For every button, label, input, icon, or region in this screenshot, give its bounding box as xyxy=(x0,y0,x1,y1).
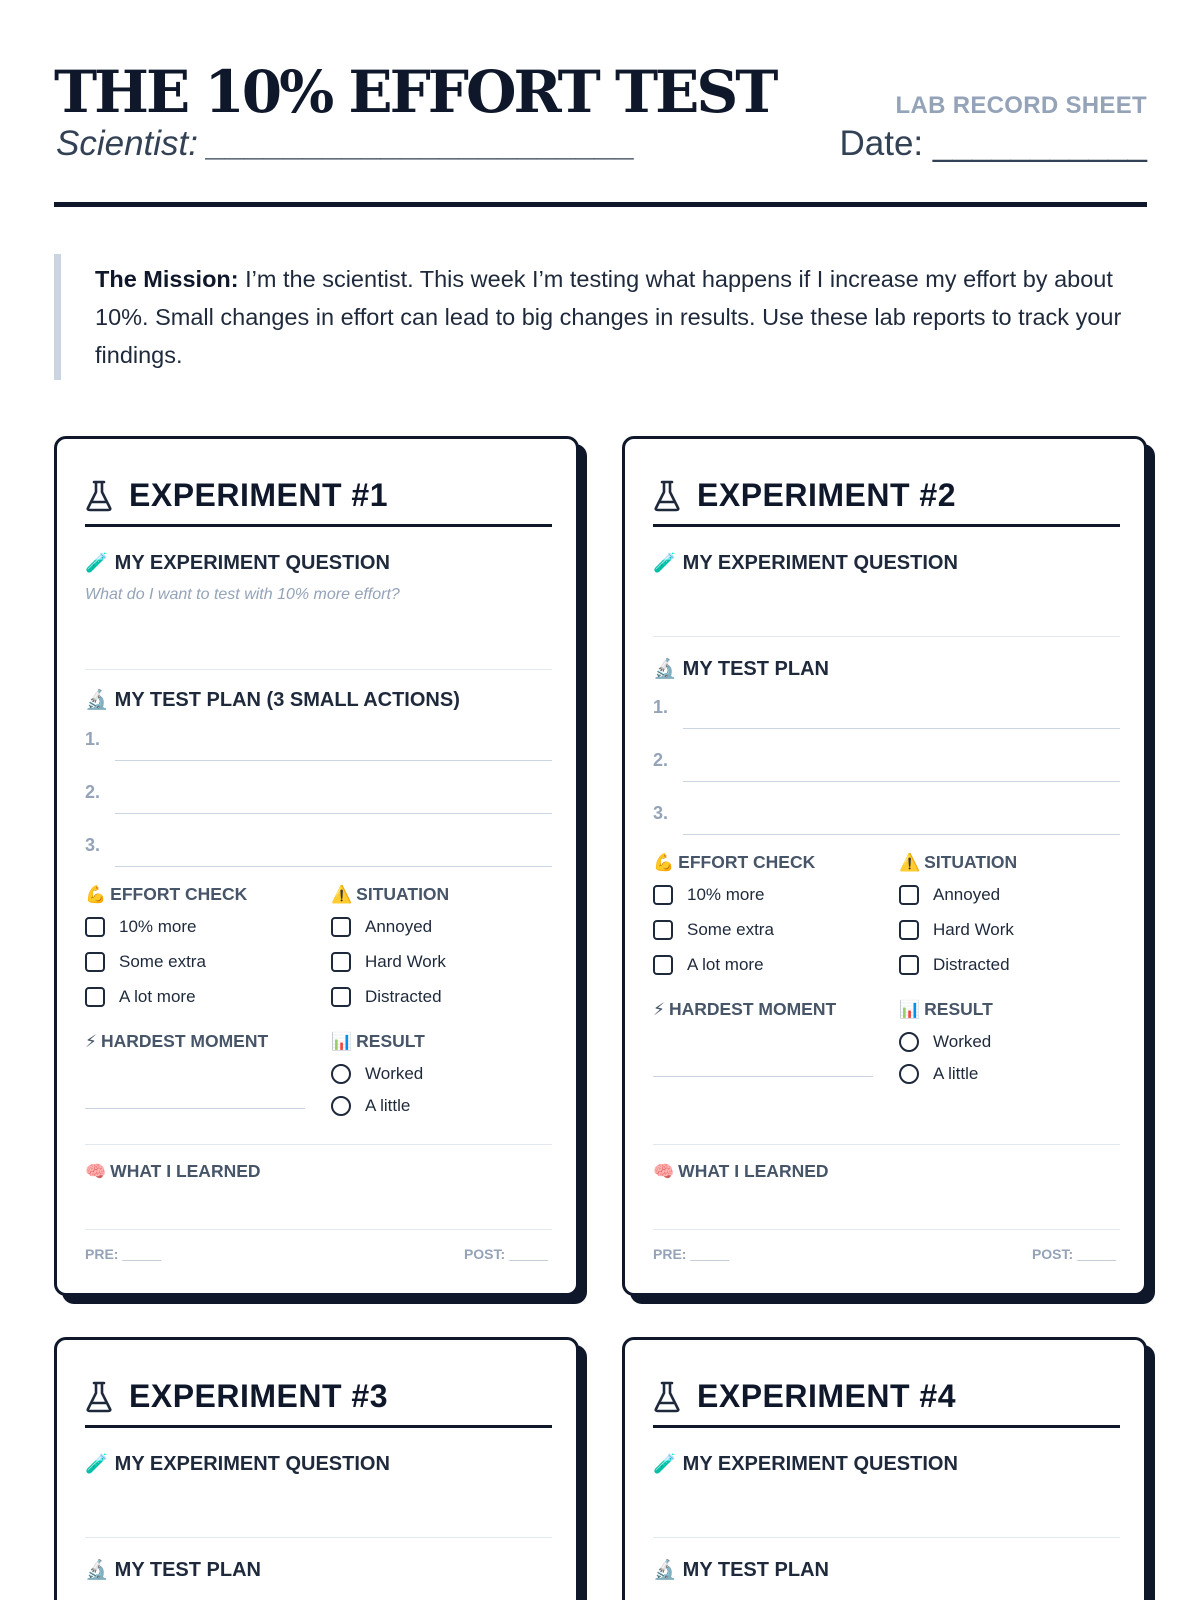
effort-check-label: 💪 EFFORT CHECK xyxy=(85,884,248,904)
plan-label: 🔬 MY TEST PLAN (3 SMALL ACTIONS) xyxy=(85,689,460,711)
flexed-arm-icon: 💪 xyxy=(653,853,675,872)
experiment-header xyxy=(85,1368,552,1428)
effort-option[interactable]: Some extra xyxy=(653,920,774,940)
effort-option[interactable]: A lot more xyxy=(653,955,764,975)
flask-icon xyxy=(653,480,681,512)
question-answer-line[interactable] xyxy=(85,669,552,670)
question-answer-line[interactable] xyxy=(653,636,1120,637)
warning-icon: ⚠️ xyxy=(331,885,353,904)
date-field[interactable]: Date: ___________ xyxy=(839,124,1147,163)
scientist-field[interactable]: Scientist: ______________________ xyxy=(56,124,636,163)
hardest-moment-label: ⚡ HARDEST MOMENT xyxy=(653,999,837,1019)
effort-check-label: 💪 EFFORT CHECK xyxy=(653,852,816,872)
hardest-moment-line[interactable] xyxy=(653,1076,873,1077)
situation-label: ⚠️ SITUATION xyxy=(899,852,1018,872)
learned-line[interactable] xyxy=(85,1229,552,1230)
plan-line-3[interactable]: 3. xyxy=(85,831,552,867)
experiment-card-3 xyxy=(54,1337,579,1600)
effort-option[interactable]: Some extra xyxy=(85,952,206,972)
plan-line-2[interactable]: 2. xyxy=(85,778,552,814)
plan-label: 🔬 MY TEST PLAN xyxy=(653,658,829,680)
flask-icon xyxy=(653,1381,681,1413)
test-tube-icon: 🧪 xyxy=(85,553,109,574)
experiment-card-4 xyxy=(622,1337,1147,1600)
result-option[interactable]: A little xyxy=(331,1096,410,1116)
situation-label: ⚠️ SITUATION xyxy=(331,884,450,904)
brain-icon: 🧠 xyxy=(85,1162,107,1181)
question-label: 🧪 MY EXPERIMENT QUESTION xyxy=(653,552,958,574)
microscope-icon: 🔬 xyxy=(85,1560,109,1581)
plan-line-1[interactable]: 1. xyxy=(653,693,1120,729)
page-title: THE 10% EFFORT TEST xyxy=(54,58,776,126)
effort-option[interactable]: A lot more xyxy=(85,987,196,1007)
checkbox[interactable] xyxy=(331,917,351,937)
experiment-card-2 xyxy=(622,436,1147,1296)
experiment-title: EXPERIMENT #1 xyxy=(129,477,389,513)
situation-option[interactable]: Hard Work xyxy=(899,920,1014,940)
microscope-icon: 🔬 xyxy=(653,659,677,680)
radio-button[interactable] xyxy=(331,1096,351,1116)
result-label: 📊 RESULT xyxy=(331,1031,425,1051)
situation-option[interactable]: Hard Work xyxy=(331,952,446,972)
radio-button[interactable] xyxy=(899,1064,919,1084)
effort-option[interactable]: 10% more xyxy=(85,917,196,937)
learned-line[interactable] xyxy=(653,1229,1120,1230)
pre-score[interactable]: PRE: _____ xyxy=(653,1246,730,1262)
lightning-icon: ⚡ xyxy=(653,1000,665,1019)
result-label: 📊 RESULT xyxy=(899,999,993,1019)
experiment-header xyxy=(653,467,1120,527)
experiment-title: EXPERIMENT #4 xyxy=(697,1378,957,1414)
pre-score[interactable]: PRE: _____ xyxy=(85,1246,162,1262)
flask-icon xyxy=(85,480,113,512)
checkbox[interactable] xyxy=(899,920,919,940)
question-answer-line[interactable] xyxy=(653,1537,1120,1538)
divider xyxy=(85,1144,552,1145)
brain-icon: 🧠 xyxy=(653,1162,675,1181)
question-hint: What do I want to test with 10% more effort? xyxy=(85,586,400,603)
experiment-header xyxy=(85,467,552,527)
divider xyxy=(653,1144,1120,1145)
checkbox[interactable] xyxy=(653,885,673,905)
plan-label: 🔬 MY TEST PLAN xyxy=(85,1559,261,1581)
checkbox[interactable] xyxy=(653,955,673,975)
checkbox[interactable] xyxy=(85,917,105,937)
lightning-icon: ⚡ xyxy=(85,1032,97,1051)
post-score[interactable]: POST: _____ xyxy=(1031,1246,1116,1262)
effort-option[interactable]: 10% more xyxy=(653,885,764,905)
flask-icon xyxy=(85,1381,113,1413)
hardest-moment-label: ⚡ HARDEST MOMENT xyxy=(85,1031,269,1051)
checkbox[interactable] xyxy=(85,952,105,972)
result-option[interactable]: Worked xyxy=(331,1064,423,1084)
experiment-card-1 xyxy=(54,436,579,1296)
post-score[interactable]: POST: _____ xyxy=(463,1246,548,1262)
situation-option[interactable]: Annoyed xyxy=(331,917,432,937)
mission-label: The Mission: xyxy=(95,266,239,292)
checkbox[interactable] xyxy=(653,920,673,940)
learned-label: 🧠 WHAT I LEARNED xyxy=(85,1161,261,1181)
test-tube-icon: 🧪 xyxy=(653,553,677,574)
bar-chart-icon: 📊 xyxy=(331,1032,353,1051)
checkbox[interactable] xyxy=(85,987,105,1007)
microscope-icon: 🔬 xyxy=(85,690,109,711)
checkbox[interactable] xyxy=(331,952,351,972)
result-option[interactable]: A little xyxy=(899,1064,978,1084)
experiment-title: EXPERIMENT #3 xyxy=(129,1378,389,1414)
microscope-icon: 🔬 xyxy=(653,1560,677,1581)
situation-option[interactable]: Annoyed xyxy=(899,885,1000,905)
radio-button[interactable] xyxy=(899,1032,919,1052)
plan-line-1[interactable]: 1. xyxy=(85,725,552,761)
question-label: 🧪 MY EXPERIMENT QUESTION xyxy=(653,1453,958,1475)
checkbox[interactable] xyxy=(331,987,351,1007)
bar-chart-icon: 📊 xyxy=(899,1000,921,1019)
page-header xyxy=(54,52,1147,207)
test-tube-icon: 🧪 xyxy=(85,1454,109,1475)
flexed-arm-icon: 💪 xyxy=(85,885,107,904)
question-label: 🧪 MY EXPERIMENT QUESTION xyxy=(85,552,390,574)
mission-statement xyxy=(54,254,1129,380)
plan-line-2[interactable]: 2. xyxy=(653,746,1120,782)
situation-option[interactable]: Distracted xyxy=(899,955,1010,975)
sheet-label: LAB RECORD SHEET xyxy=(895,92,1147,119)
experiment-title: EXPERIMENT #2 xyxy=(697,477,957,513)
test-tube-icon: 🧪 xyxy=(653,1454,677,1475)
question-answer-line[interactable] xyxy=(85,1537,552,1538)
experiment-header xyxy=(653,1368,1120,1428)
hardest-moment-line[interactable] xyxy=(85,1108,305,1109)
mission-text: I’m the scientist. This week I’m testing what happens if I increase my effort by about 10%. Small changes in effort can lead to big changes in results. Use these lab reports to track your findings. xyxy=(95,266,1122,368)
plan-label: 🔬 MY TEST PLAN xyxy=(653,1559,829,1581)
checkbox[interactable] xyxy=(899,955,919,975)
checkbox[interactable] xyxy=(899,885,919,905)
question-label: 🧪 MY EXPERIMENT QUESTION xyxy=(85,1453,390,1475)
radio-button[interactable] xyxy=(331,1064,351,1084)
result-option[interactable]: Worked xyxy=(899,1032,991,1052)
plan-line-3[interactable]: 3. xyxy=(653,799,1120,835)
learned-label: 🧠 WHAT I LEARNED xyxy=(653,1161,829,1181)
warning-icon: ⚠️ xyxy=(899,853,921,872)
situation-option[interactable]: Distracted xyxy=(331,987,442,1007)
